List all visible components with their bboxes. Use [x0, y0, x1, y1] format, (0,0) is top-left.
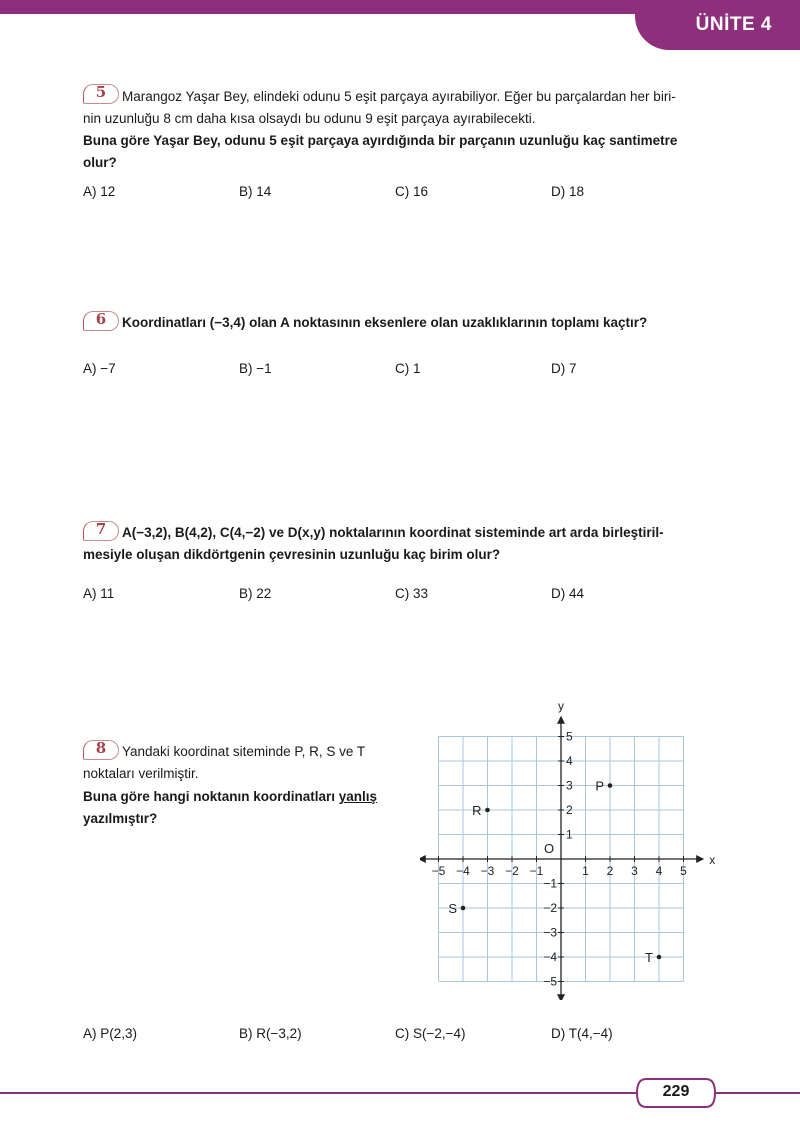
- page-number: 229: [662, 1083, 690, 1100]
- point-T: [657, 955, 662, 960]
- question-number-badge: [83, 311, 119, 331]
- y-tick-label: −2: [543, 901, 557, 915]
- unit-tab: [635, 0, 800, 50]
- answer-option-d[interactable]: D) T(4,−4): [551, 1026, 613, 1041]
- y-tick-label: 3: [566, 778, 573, 793]
- x-tick-label: −5: [431, 864, 446, 878]
- answer-option-c[interactable]: C) 33: [395, 586, 429, 601]
- origin-label: O: [543, 841, 555, 856]
- coordinate-graph: [420, 700, 720, 1000]
- question-number: 7: [95, 520, 107, 538]
- answer-option-a[interactable]: A) −7: [83, 361, 116, 376]
- y-axis-arrow: [557, 716, 565, 724]
- answer-option-b[interactable]: B) −1: [239, 361, 272, 376]
- point-label-R: R: [472, 803, 482, 818]
- y-tick-label: 5: [566, 729, 573, 744]
- x-tick-label: 3: [631, 864, 638, 878]
- x-tick-label: −2: [505, 864, 519, 878]
- x-axis-label: x: [709, 853, 716, 867]
- answer-option-d[interactable]: D) 7: [551, 361, 577, 376]
- answer-option-b[interactable]: B) 22: [239, 586, 272, 601]
- question-text: Yandaki koordinat siteminde P, R, S ve T: [122, 744, 366, 759]
- question-prompt: Buna göre Yaşar Bey, odunu 5 eşit parçaya ayırdığında bir parçanın uzunluğu kaç santimetre: [83, 133, 678, 148]
- point-label-S: S: [448, 901, 457, 916]
- x-tick-label: −3: [480, 864, 495, 878]
- y-axis-label: y: [558, 700, 564, 713]
- point-label-P: P: [595, 778, 604, 794]
- question-prompt: [83, 786, 377, 808]
- point-label-T: T: [645, 950, 653, 965]
- answer-option-b[interactable]: B) 14: [239, 184, 272, 199]
- answer-option-d[interactable]: D) 44: [551, 586, 585, 601]
- question-number-badge: [83, 740, 119, 760]
- x-tick-label: 4: [655, 864, 663, 878]
- question-prompt: Koordinatları (−3,4) olan A noktasının eksenlere olan uzaklıklarının toplamı kaçtır?: [122, 315, 648, 330]
- question-number-badge: [83, 521, 119, 541]
- x-tick-label: 2: [606, 864, 614, 878]
- x-tick-label: −4: [456, 864, 470, 878]
- point-S: [461, 906, 466, 911]
- question-prompt: mesiyle oluşan dikdörtgenin çevresinin uzunluğu kaç birim olur?: [83, 547, 501, 562]
- question-number: 5: [95, 83, 107, 101]
- answer-option-c[interactable]: C) 16: [395, 184, 429, 199]
- x-tick-label: −1: [529, 864, 544, 878]
- question-number: 6: [95, 310, 107, 328]
- y-tick-label: 2: [566, 803, 573, 817]
- question-prompt: olur?: [83, 155, 117, 170]
- y-tick-label: −5: [543, 974, 557, 989]
- x-axis-arrow-left: [420, 855, 426, 863]
- question-text: Marangoz Yaşar Bey, elindeki odunu 5 eşit parçaya ayırabiliyor. Eğer bu parçalardan her biri-: [122, 89, 676, 104]
- question-prompt-part: Buna göre hangi noktanın koordinatları: [83, 789, 339, 804]
- x-tick-label: 1: [582, 864, 589, 878]
- point-P: [608, 783, 613, 788]
- tick-labels: [432, 700, 716, 989]
- question-number: 8: [95, 739, 107, 757]
- y-tick-label: −1: [543, 876, 557, 891]
- y-axis-arrow-down: [557, 994, 565, 1000]
- unit-label: ÜNİTE 4: [695, 14, 772, 35]
- answer-option-a[interactable]: A) P(2,3): [83, 1026, 138, 1041]
- answer-option-d[interactable]: D) 18: [551, 184, 585, 199]
- answer-option-c[interactable]: C) S(−2,−4): [395, 1026, 466, 1041]
- question-text: noktaları verilmiştir.: [83, 766, 199, 781]
- y-tick-label: −3: [543, 925, 557, 940]
- question-prompt: yazılmıştır?: [83, 811, 158, 826]
- answer-option-c[interactable]: C) 1: [395, 361, 421, 376]
- x-tick-label: 5: [680, 864, 687, 878]
- y-tick-label: −4: [543, 950, 557, 964]
- point-R: [485, 808, 490, 813]
- question-number-badge: [83, 84, 119, 104]
- y-tick-label: 4: [566, 754, 573, 768]
- question-text: nin uzunluğu 8 cm daha kısa olsaydı bu odunu 9 eşit parçaya ayırabilecekti.: [83, 111, 536, 126]
- question-prompt-emphasis: yanlış: [338, 789, 378, 804]
- y-tick-label: 1: [566, 827, 573, 842]
- answer-option-a[interactable]: A) 11: [83, 586, 115, 601]
- answer-option-b[interactable]: B) R(−3,2): [239, 1026, 302, 1041]
- x-axis-arrow: [696, 855, 704, 863]
- answer-option-a[interactable]: A) 12: [83, 184, 116, 199]
- question-prompt: A(−3,2), B(4,2), C(4,−2) ve D(x,y) noktalarının koordinat sisteminde art arda birleştiril-: [122, 525, 664, 540]
